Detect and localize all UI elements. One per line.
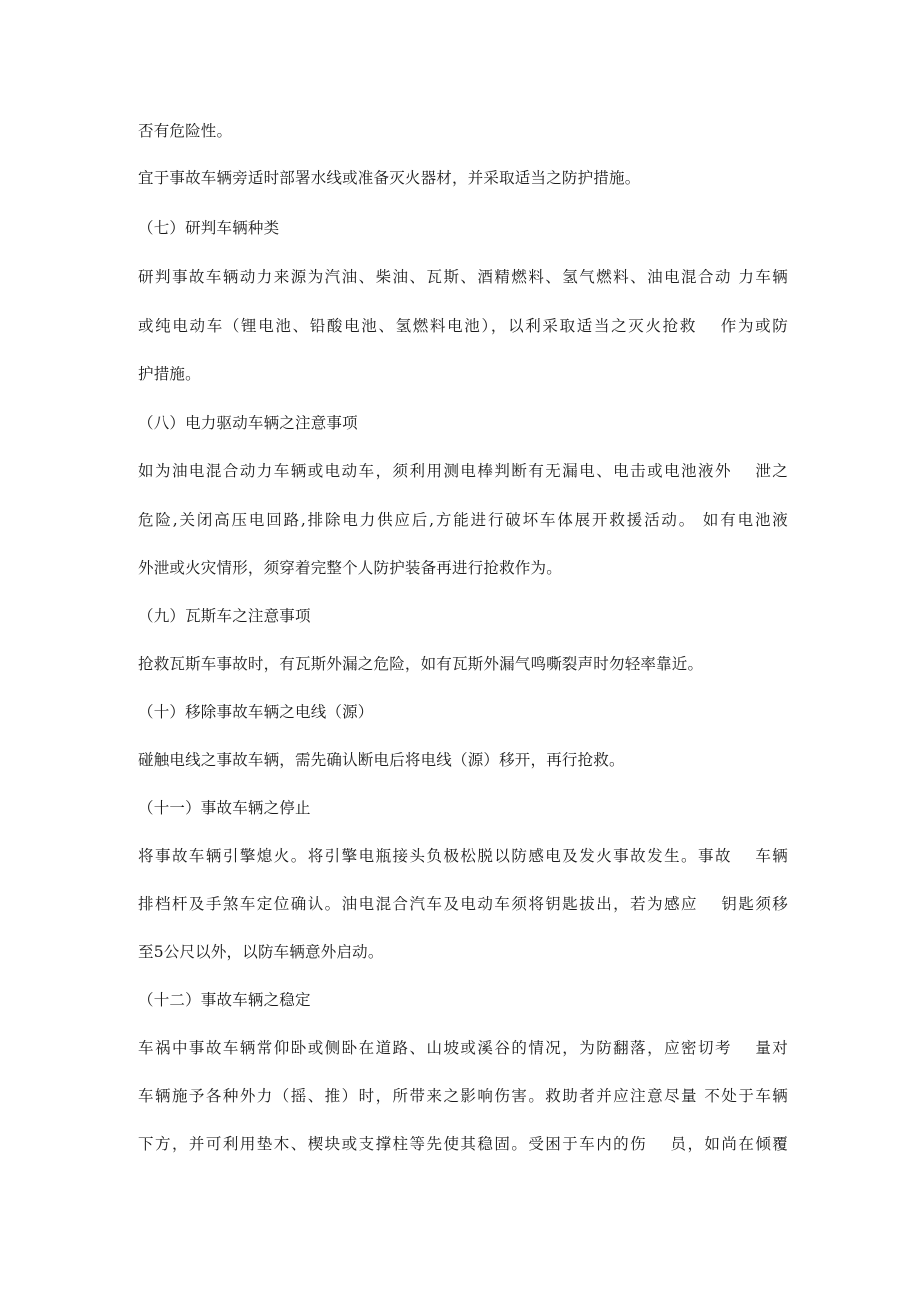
text-line: 危险,关闭高压电回路,排除电力供应后,方能进行破坏车体展开救援活动。 如有电池液 bbox=[138, 511, 788, 529]
section-heading-8: （八）电力驱动车辆之注意事项 bbox=[138, 414, 358, 432]
text-line: 车辆施予各种外力（摇、推）时，所带来之影响伤害。救助者并应注意尽量 不处于车辆 bbox=[138, 1087, 788, 1105]
section-heading-10: （十）移除事故车辆之电线（源） bbox=[138, 703, 374, 721]
text-line: 下方，并可利用垫木、楔块或支撑柱等先使其稳固。受困于车内的伤 员，如尚在倾覆 bbox=[138, 1135, 788, 1153]
text-line: 否有危险性。 bbox=[138, 122, 233, 140]
section-heading-7: （七）研判车辆种类 bbox=[138, 219, 280, 237]
section-heading-11: （十一）事故车辆之停止 bbox=[138, 799, 311, 817]
text-line: 外泄或火灾情形，须穿着完整个人防护装备再进行抢救作为。 bbox=[138, 559, 562, 577]
section-heading-12: （十二）事故车辆之稳定 bbox=[138, 991, 311, 1009]
section-heading-9: （九）瓦斯车之注意事项 bbox=[138, 607, 311, 625]
text-line: 宜于事故车辆旁适时部署水线或准备灭火器材，并采取适当之防护措施。 bbox=[138, 169, 641, 187]
text-line: 或纯电动车（锂电池、铅酸电池、氢燃料电池），以利采取适当之灭火抢救 作为或防 bbox=[138, 317, 788, 335]
text-line: 将事故车辆引擎熄火。将引擎电瓶接头负极松脱以防感电及发火事故发生。事故 车辆 bbox=[138, 847, 788, 865]
text-line: 碰触电线之事故车辆，需先确认断电后将电线（源）移开，再行抢救。 bbox=[138, 751, 625, 769]
text-line: 抢救瓦斯车事故时，有瓦斯外漏之危险，如有瓦斯外漏气鸣嘶裂声时勿轻率靠近。 bbox=[138, 655, 704, 673]
text-line: 车祸中事故车辆常仰卧或侧卧在道路、山坡或溪谷的情况，为防翻落，应密切考 量对 bbox=[138, 1039, 788, 1057]
text-line: 护措施。 bbox=[138, 365, 201, 383]
text-line: 如为油电混合动力车辆或电动车，须利用测电棒判断有无漏电、电击或电池液外 泄之 bbox=[138, 462, 788, 480]
text-line: 至5公尺以外，以防车辆意外启动。 bbox=[138, 943, 384, 961]
text-line: 排档杆及手煞车定位确认。油电混合汽车及电动车须将钥匙拔出，若为感应 钥匙须移 bbox=[138, 895, 788, 913]
text-line: 研判事故车辆动力来源为汽油、柴油、瓦斯、酒精燃料、氢气燃料、油电混合动 力车辆 bbox=[138, 268, 788, 286]
